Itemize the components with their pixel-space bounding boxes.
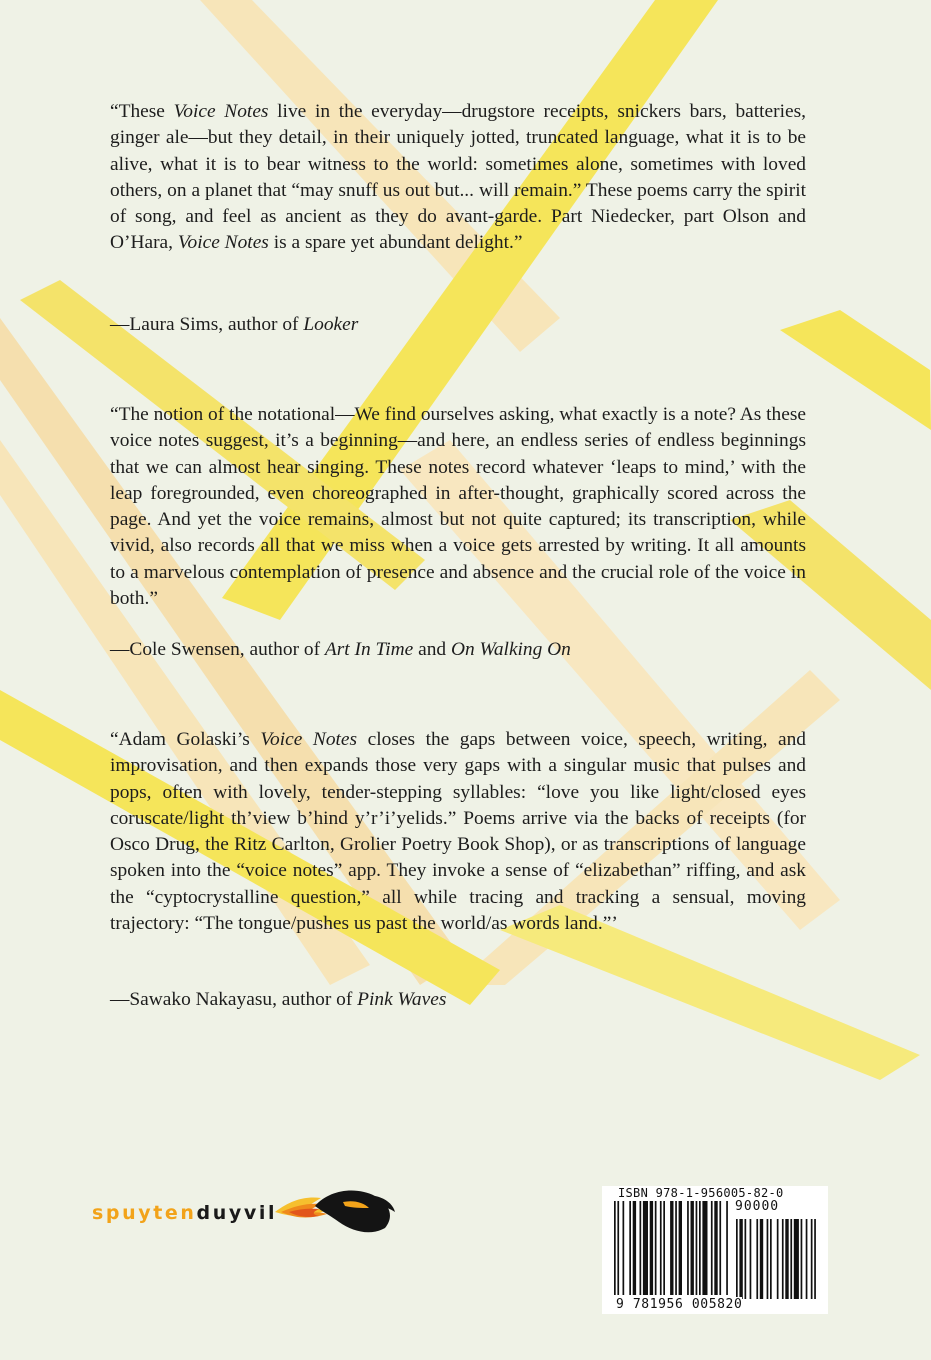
barcode-bar — [660, 1201, 662, 1295]
barcode-bar — [696, 1201, 698, 1295]
barcode-addon-bar — [767, 1219, 769, 1299]
attribution-text: and — [413, 639, 451, 660]
book-title: Voice Notes — [173, 101, 269, 122]
barcode-bar — [640, 1201, 642, 1295]
barcode-bar — [633, 1201, 636, 1295]
flaming-bird-icon — [271, 1182, 397, 1238]
barcode-addon-bar — [739, 1219, 742, 1299]
attribution-text: —Laura Sims, author of — [110, 314, 304, 335]
barcode-bar — [655, 1201, 657, 1295]
barcode-addon-bar — [806, 1219, 808, 1299]
publisher-name-part2: duyvil — [196, 1202, 278, 1224]
blurb-text: “Adam Golaski’s — [110, 729, 261, 750]
barcode-addon-bar — [777, 1219, 779, 1299]
barcode-bar — [629, 1201, 631, 1295]
barcode-bar — [663, 1201, 665, 1295]
barcode-bars — [612, 1201, 822, 1301]
barcode-bar — [702, 1201, 707, 1295]
barcode-bar — [670, 1201, 673, 1295]
blurb-text: closes the gaps between voice, speech, writing, and improvisation, and then expands those very gaps with a singular music that pulses and pops, often with lovely, tender-stepping syllables: “love you like light/closed eyes coruscate/light th’view b’hind y’r’i’yelids.” Poems arrive via the backs of receipts (for Osco Drug, the Ritz Carlton, Grolier Poetry Book Shop), or as transcriptions of language spoken into the “voice notes” app. They invoke a sense of “elizabethan” riffing, and ask the “cyptocrystalline question,” all while tracing and tracking a sensual, moving trajectory: “The tongue/pushes us past the world/as words land.”’ — [110, 729, 806, 935]
blurb-text: is a spare yet abundant delight.” — [268, 232, 523, 254]
attribution-title: Pink Waves — [357, 989, 447, 1010]
ean-number: 9 781956 005820 — [616, 1297, 743, 1312]
barcode-addon-bar — [790, 1219, 792, 1299]
barcode-bar — [617, 1201, 619, 1295]
barcode-bar — [726, 1201, 728, 1295]
isbn-label: ISBN 978-1-956005-82-0 — [618, 1186, 784, 1200]
barcode-addon-bar — [736, 1219, 738, 1299]
barcode-addon-bar — [760, 1219, 763, 1299]
barcode-addon-bar — [750, 1219, 752, 1299]
barcode-addon-bar — [745, 1219, 747, 1299]
blurb-cole-swensen — [110, 402, 806, 612]
book-title: Voice Notes — [260, 729, 358, 750]
attribution-sawako-nakayasu — [110, 987, 446, 1013]
attribution-text: —Sawako Nakayasu, author of — [110, 989, 358, 1010]
attribution-title: Art In Time — [324, 639, 414, 660]
barcode-bar — [675, 1201, 677, 1295]
barcode-addon-bar — [801, 1219, 803, 1299]
attribution-laura-sims — [110, 312, 358, 338]
barcode-bar — [687, 1201, 689, 1295]
barcode-addon-bar — [770, 1219, 772, 1299]
barcode-bar — [650, 1201, 653, 1295]
book-title: Voice Notes — [177, 232, 269, 254]
publisher-name-part1: spuyten — [92, 1202, 197, 1224]
barcode-bar — [614, 1201, 616, 1295]
blurb-text: live in the everyday—drugstore receipts, snickers bars, batteries, ginger ale—but they detail, in their uniquely jotted, truncated language, what it is to be alive, what it is to bear witness to the world: sometimes alone, sometimes with loved others, on a planet that “may snuff us out but... will remain.” These poems carry the spirit of song, and feel as ancient as they do avant-garde. Part Niedecker, part Olson and O’Hara, — [110, 101, 806, 254]
barcode-addon-bar — [785, 1219, 788, 1299]
blurb-text: “These — [110, 101, 174, 122]
publisher-name — [92, 1202, 277, 1224]
price-addon-label: 90000 — [735, 1199, 780, 1214]
blurb-laura-sims — [110, 99, 806, 257]
barcode-addon-bar — [782, 1219, 784, 1299]
barcode-bar — [711, 1201, 713, 1295]
blurb-text: “The notion of the notational—We find ourselves asking, what exactly is a note? As these voice notes suggest, it’s a beginning—and here, an endless series of endless beginnings that we can almost hear singing. These notes record whatever ‘leaps to mind,’ with the leap foregrounded, even choreographed in after-thought, graphically scored across the page. And yet the voice remains, almost but not quite captured; its transcription, while vivid, also records all that we miss when a voice gets arrested by writing. It all amounts to a marvelous contemplation of presence and absence and the crucial role of the voice in both.” — [110, 404, 806, 610]
barcode-addon-bar — [814, 1219, 816, 1299]
barcode-addon-bar — [756, 1219, 758, 1299]
barcode-bar — [691, 1201, 694, 1295]
attribution-text: —Cole Swensen, author of — [110, 639, 325, 660]
attribution-cole-swensen — [110, 637, 571, 663]
barcode-bar — [643, 1201, 648, 1295]
barcode-addon-bar — [794, 1219, 799, 1299]
publisher-logo — [92, 1188, 397, 1238]
attribution-title: Looker — [303, 314, 359, 335]
blurb-sawako-nakayasu — [110, 727, 806, 937]
attribution-title: On Walking On — [450, 639, 571, 660]
barcode-bar — [714, 1201, 717, 1295]
barcode-bar — [699, 1201, 701, 1295]
barcode-bar — [719, 1201, 721, 1295]
barcode-addon-bar — [811, 1219, 813, 1299]
barcode-bar — [679, 1201, 682, 1295]
barcode-bar — [623, 1201, 625, 1295]
